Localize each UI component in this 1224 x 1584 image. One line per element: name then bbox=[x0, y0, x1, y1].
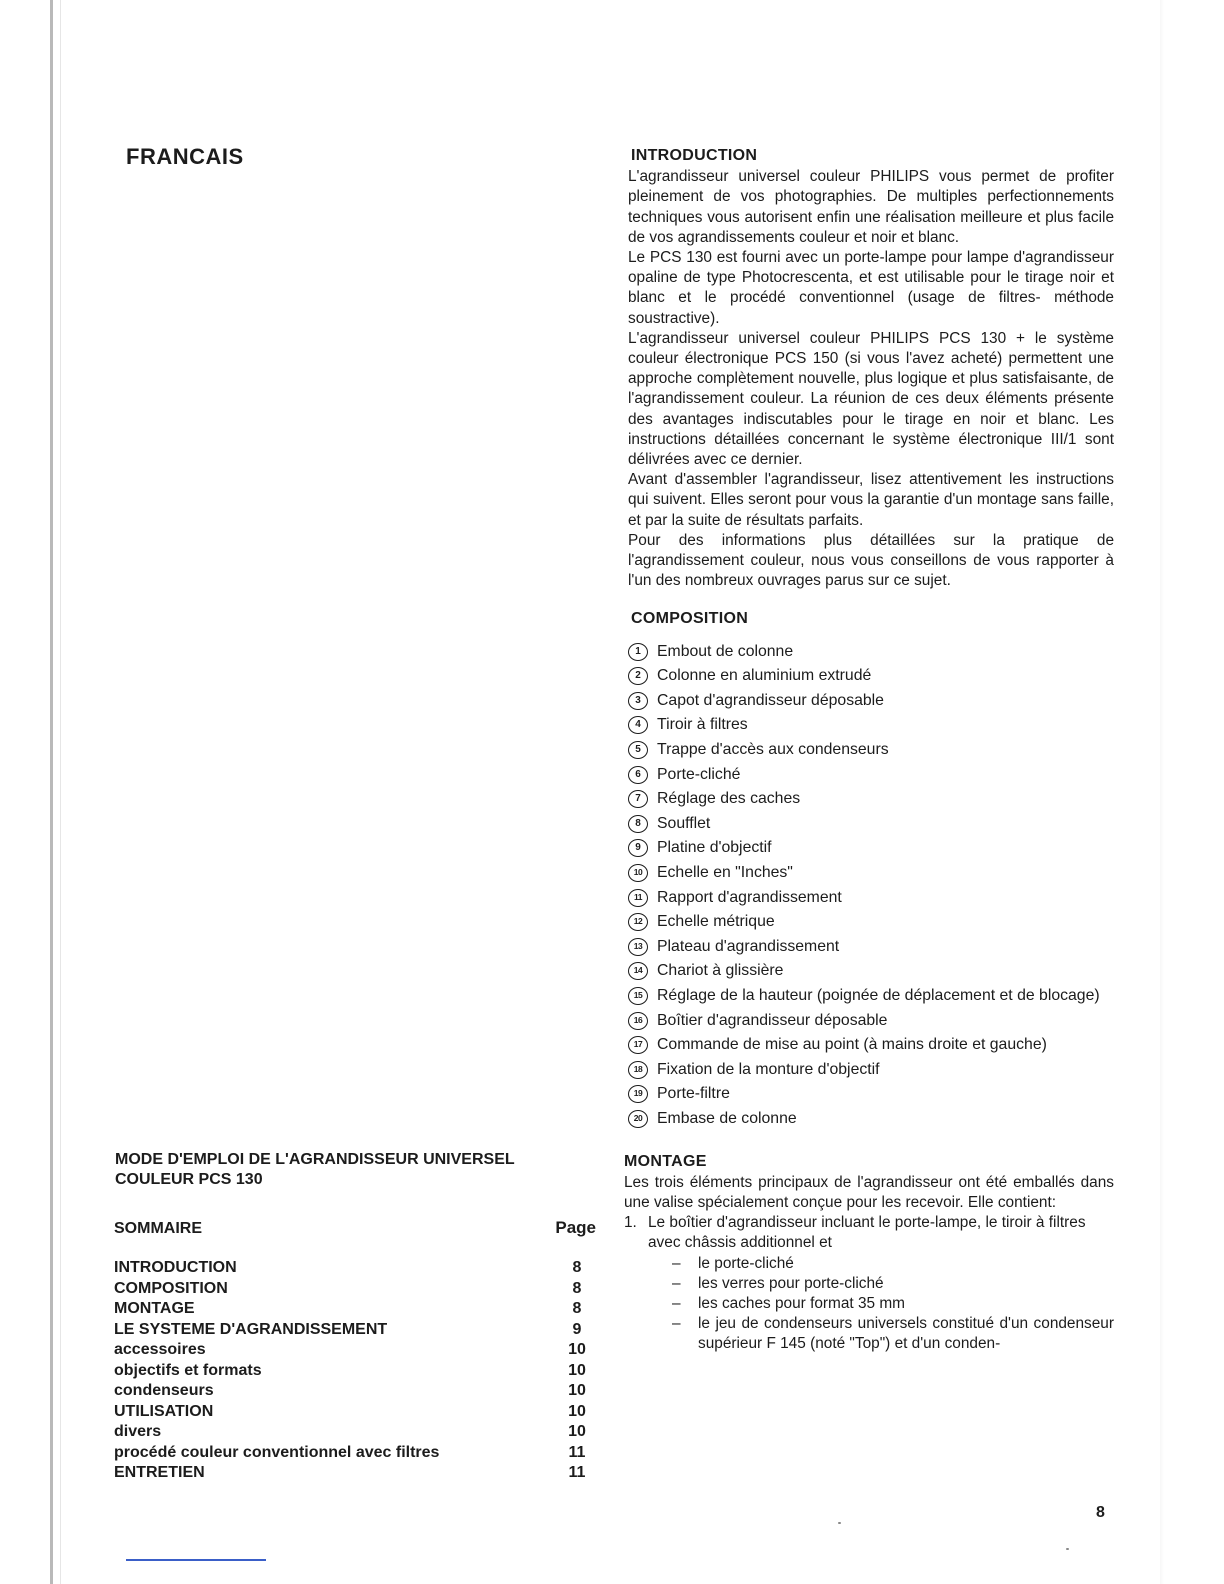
toc-item bbox=[114, 1422, 598, 1443]
intro-paragraph: Pour des informations plus détaillées sur la pratique de l'agrandissement couleur, nous vous conseillons de vous rapporter à l'un des nombreux ouvrages parus sur ce sujet. bbox=[628, 531, 1114, 590]
montage-paragraph: Les trois éléments principaux de l'agrandisseur ont été emballés dans une valise spécialement conçue pour les recevoir. Elle contient: bbox=[624, 1173, 1114, 1211]
composition-item bbox=[628, 812, 1114, 837]
toc-item-page: 10 bbox=[568, 1402, 586, 1420]
item-number-circle: 12 bbox=[628, 913, 648, 931]
toc-item bbox=[114, 1463, 598, 1484]
manual-title bbox=[115, 1150, 575, 1190]
item-number-circle: 5 bbox=[628, 741, 648, 759]
toc-item-page: 9 bbox=[572, 1320, 582, 1338]
toc-item-label: objectifs et formats bbox=[114, 1361, 262, 1379]
toc-heading: SOMMAIRE bbox=[114, 1220, 202, 1237]
composition-item bbox=[628, 787, 1114, 812]
composition-item bbox=[628, 1058, 1114, 1083]
scan-speck bbox=[838, 1522, 841, 1524]
composition-item bbox=[628, 664, 1114, 689]
item-number-circle: 18 bbox=[628, 1061, 648, 1079]
step-subitem: – les caches pour format 35 mm bbox=[672, 1294, 1114, 1314]
montage-steps bbox=[624, 1213, 1114, 1354]
composition-item-text: Echelle métrique bbox=[657, 913, 775, 931]
toc-item bbox=[114, 1320, 598, 1341]
composition-item bbox=[628, 861, 1114, 886]
composition-item-text: Plateau d'agrandissement bbox=[657, 937, 840, 955]
composition-item bbox=[628, 738, 1114, 763]
toc-item-page: 10 bbox=[568, 1423, 586, 1440]
introduction-title: INTRODUCTION bbox=[631, 147, 758, 164]
item-number-circle: 9 bbox=[628, 839, 648, 857]
item-number-circle: 17 bbox=[628, 1036, 648, 1054]
item-number-circle: 3 bbox=[628, 692, 648, 710]
toc-item-label: LE SYSTEME D'AGRANDISSEMENT bbox=[114, 1320, 388, 1338]
composition-item bbox=[628, 984, 1114, 1009]
composition-item bbox=[628, 640, 1114, 665]
composition-item-text: Porte-filtre bbox=[657, 1085, 730, 1103]
toc-item-label: INTRODUCTION bbox=[114, 1259, 237, 1276]
composition-item bbox=[628, 1082, 1114, 1107]
composition-item-text: Réglage de la hauteur (poignée de déplacement et de blocage) bbox=[657, 986, 1100, 1004]
toc-item-page: 8 bbox=[572, 1259, 582, 1276]
item-number-circle: 10 bbox=[628, 864, 648, 882]
montage-step bbox=[624, 1213, 1114, 1354]
montage-title: MONTAGE bbox=[624, 1152, 707, 1170]
composition-item-text: Soufflet bbox=[657, 814, 711, 832]
item-number-circle: 11 bbox=[628, 889, 648, 907]
composition-item-text: Rapport d'agrandissement bbox=[657, 888, 842, 906]
item-number-circle: 4 bbox=[628, 716, 648, 734]
toc-item bbox=[114, 1402, 598, 1423]
item-number-circle: 16 bbox=[628, 1012, 648, 1030]
page-edge-shadow bbox=[1160, 0, 1164, 1584]
composition-item-text: Boîtier d'agrandisseur déposable bbox=[657, 1011, 888, 1029]
toc-item-page: 10 bbox=[568, 1361, 586, 1379]
step-text: Le boîtier d'agrandisseur incluant le porte-lampe, le tiroir à filtres avec châssis additionnel et bbox=[648, 1214, 1086, 1252]
item-number-circle: 14 bbox=[628, 962, 648, 980]
intro-paragraph: Avant d'assembler l'agrandisseur, lisez attentivement les instructions qui suivent. Elles seront pour vous la garantie d'un montage sans faille, et par la suite de résultats parfaits. bbox=[628, 471, 1114, 529]
composition-item bbox=[628, 1033, 1114, 1058]
item-number-circle: 2 bbox=[628, 667, 648, 685]
toc-list bbox=[114, 1258, 598, 1484]
composition-item-text: Platine d'objectif bbox=[657, 839, 772, 857]
composition-item-text: Embase de colonne bbox=[657, 1109, 797, 1127]
table-of-contents bbox=[114, 1210, 598, 1484]
right-column bbox=[624, 146, 1114, 1355]
composition-item-text: Embout de colonne bbox=[657, 642, 794, 660]
manual-title-line-2: COULEUR PCS 130 bbox=[115, 1171, 263, 1188]
step-subitem: – le jeu de condenseurs universels constitué d'un condenseur supérieur F 145 (noté "Top") et d'un conden- bbox=[672, 1314, 1114, 1354]
composition-item bbox=[628, 1009, 1114, 1034]
composition-item-text: Fixation de la monture d'objectif bbox=[657, 1060, 880, 1078]
toc-header bbox=[114, 1210, 598, 1238]
montage-section bbox=[624, 1152, 1114, 1355]
toc-item bbox=[114, 1340, 598, 1361]
toc-item-page: 11 bbox=[568, 1464, 586, 1481]
scan-speck bbox=[1066, 1548, 1069, 1550]
toc-item-label: COMPOSITION bbox=[114, 1279, 228, 1297]
language-heading: FRANCAIS bbox=[126, 144, 244, 169]
composition-item-text: Commande de mise au point (à mains droite et gauche) bbox=[657, 1036, 1047, 1054]
toc-item bbox=[114, 1443, 598, 1464]
composition-item-text: Tiroir à filtres bbox=[657, 716, 748, 734]
composition-item-text: Colonne en aluminium extrudé bbox=[657, 667, 872, 685]
toc-item-page: 11 bbox=[568, 1443, 586, 1461]
item-number-circle: 1 bbox=[628, 643, 648, 661]
underline-mark bbox=[126, 1559, 266, 1561]
toc-item-label: procédé couleur conventionnel avec filtres bbox=[114, 1443, 440, 1461]
step-subitems bbox=[624, 1254, 1114, 1355]
step-subitem: – les verres pour porte-cliché bbox=[672, 1274, 1114, 1294]
composition-item bbox=[628, 763, 1114, 788]
toc-item bbox=[114, 1361, 598, 1382]
introduction-section bbox=[628, 146, 1114, 591]
composition-item bbox=[628, 910, 1114, 935]
toc-item-label: divers bbox=[114, 1423, 162, 1440]
toc-item-label: ENTRETIEN bbox=[114, 1464, 205, 1481]
binding-shadow bbox=[50, 0, 53, 1584]
item-number-circle: 13 bbox=[628, 938, 648, 956]
item-number-circle: 19 bbox=[628, 1085, 648, 1103]
item-number-circle: 6 bbox=[628, 766, 648, 784]
composition-item-text: Chariot à glissière bbox=[657, 962, 784, 980]
manual-title-line-1: MODE D'EMPLOI DE L'AGRANDISSEUR UNIVERSEL bbox=[115, 1151, 515, 1168]
composition-item-text: Trappe d'accès aux condenseurs bbox=[657, 741, 889, 759]
binding-line bbox=[60, 0, 61, 1584]
toc-item-page: 10 bbox=[568, 1341, 586, 1358]
composition-item-text: Capot d'agrandisseur déposable bbox=[657, 691, 884, 709]
item-number-circle: 7 bbox=[628, 790, 648, 808]
composition-item bbox=[628, 1107, 1114, 1132]
composition-title: COMPOSITION bbox=[631, 610, 749, 628]
composition-item bbox=[628, 689, 1114, 714]
toc-item-label: accessoires bbox=[114, 1341, 206, 1358]
toc-item-label: MONTAGE bbox=[114, 1300, 195, 1317]
composition-item-text: Porte-cliché bbox=[657, 765, 741, 783]
intro-paragraph: L'agrandisseur universel couleur PHILIPS PCS 130 + le système couleur électronique PCS 150 (si vous l'avez acheté) permettent une approche complètement nouvelle, plus logique et plus satisfaisante, de l'agrandissement couleur. La réunion de ces deux éléments présente des avantages indiscutables pour le tirage en noir et blanc. Les instructions détaillées concernant le système électronique III/1 sont délivrées avec ce dernier. bbox=[628, 329, 1114, 469]
intro-paragraph: L'agrandisseur universel couleur PHILIPS vous permet de profiter pleinement de vos photographies. De multiples perfectionnements techniques vous autorisent enfin une réalisation meilleure et plus facile de vos agrandissements couleur et noir et blanc. bbox=[628, 168, 1114, 246]
item-number-circle: 20 bbox=[628, 1110, 648, 1128]
composition-item-text: Réglage des caches bbox=[657, 790, 801, 808]
step-subitem: – le porte-cliché bbox=[672, 1254, 1114, 1274]
toc-item-page: 8 bbox=[572, 1279, 582, 1297]
toc-item bbox=[114, 1381, 598, 1402]
toc-item bbox=[114, 1299, 598, 1320]
item-number-circle: 15 bbox=[628, 987, 648, 1005]
composition-item bbox=[628, 836, 1114, 861]
composition-list bbox=[628, 640, 1114, 1132]
toc-item-page: 10 bbox=[568, 1382, 586, 1399]
toc-page-label: Page bbox=[555, 1218, 596, 1237]
page-number: 8 bbox=[1096, 1504, 1105, 1521]
composition-item bbox=[628, 886, 1114, 911]
composition-item bbox=[628, 959, 1114, 984]
toc-item bbox=[114, 1279, 598, 1300]
toc-item bbox=[114, 1258, 598, 1279]
toc-item-page: 8 bbox=[572, 1300, 582, 1317]
toc-item-label: UTILISATION bbox=[114, 1402, 214, 1420]
intro-paragraph: Le PCS 130 est fourni avec un porte-lampe pour lampe d'agrandisseur opaline de type Photocrescenta, et est utilisable pour le tirage noir et blanc et le procédé conventionnel (usage de filtres- méthode soustractive). bbox=[628, 249, 1114, 327]
toc-item-label: condenseurs bbox=[114, 1382, 214, 1399]
item-number-circle: 8 bbox=[628, 815, 648, 833]
composition-section bbox=[628, 609, 1114, 1131]
composition-item bbox=[628, 713, 1114, 738]
composition-item-text: Echelle en "Inches" bbox=[657, 864, 793, 882]
composition-item bbox=[628, 935, 1114, 960]
step-number: 1. bbox=[624, 1214, 637, 1232]
